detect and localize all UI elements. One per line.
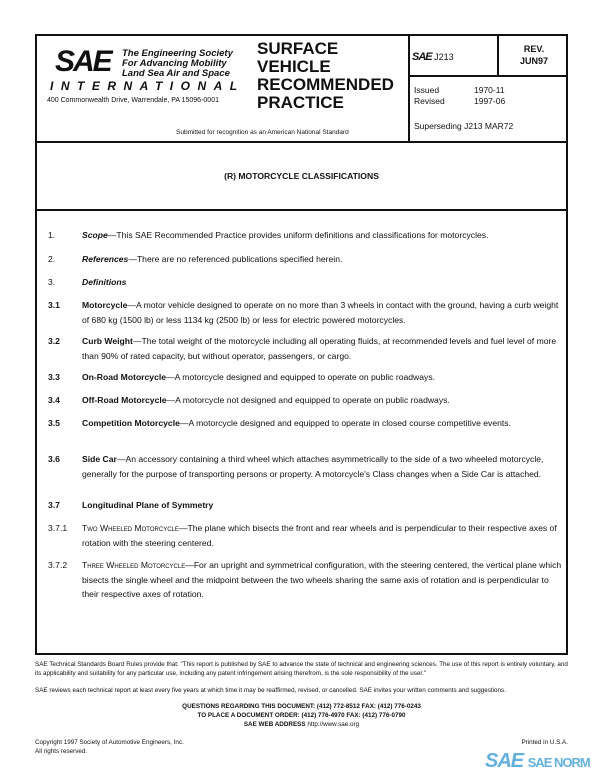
doc-number xyxy=(412,51,454,63)
watermark-sae: SAE xyxy=(485,750,524,772)
section-heading: References xyxy=(82,254,129,264)
section-number: 3.3 xyxy=(48,372,60,382)
section-heading: Curb Weight xyxy=(82,336,133,346)
watermark-text: SAE NORM xyxy=(527,755,590,770)
section-heading: Definitions xyxy=(82,277,127,287)
section-heading: Scope xyxy=(82,230,108,240)
revised-label: Revised xyxy=(414,96,445,106)
international-wordmark: INTERNATIONAL xyxy=(50,79,245,93)
board-rules-note: SAE Technical Standards Board Rules provide that: "This report is published by SAE to advance the state of technical and engineering sciences. The use of this report is entirely voluntary, and its applicability and suitability for any particular use, including any patent infringement arising therefrom, is the sole responsibility of the user." xyxy=(35,661,568,677)
section-heading: Longitudinal Plane of Symmetry xyxy=(82,500,214,510)
doc-type-line: RECOMMENDED xyxy=(257,75,394,94)
definition-plane-of-symmetry xyxy=(82,498,562,513)
section-heading: Three Wheeled Motorcycle xyxy=(82,560,186,570)
order-line: TO PLACE A DOCUMENT ORDER: (412) 776-4970 FAX: (412) 776-0790 xyxy=(197,712,406,719)
questions-line: QUESTIONS REGARDING THIS DOCUMENT: (412) 772-8512 FAX: (412) 776-0243 xyxy=(182,703,421,710)
section-text: —The plane which bisects the front and rear wheels and is perpendicular to their respective axes of rotation with the steering centered. xyxy=(82,523,557,548)
review-note: SAE reviews each technical report at least every five years at which time it may be reaffirmed, revised, or cancelled. SAE invites your written comments and suggestions. xyxy=(35,687,506,694)
printed-note: Printed in U.S.A. xyxy=(521,739,568,746)
section-text: —This SAE Recommended Practice provides uniform definitions and classifications for motorcycles. xyxy=(107,230,489,240)
rev-label: REV. xyxy=(523,44,545,54)
rev-value: JUN97 xyxy=(519,56,548,66)
definition-off-road xyxy=(82,393,562,408)
definition-two-wheeled xyxy=(82,521,562,550)
section-number: 3.7 xyxy=(48,500,60,510)
sae-logo: SAE xyxy=(55,45,111,78)
copyright xyxy=(35,738,184,756)
definition-side-car xyxy=(82,452,562,481)
divider xyxy=(497,34,499,76)
copyright-line: Copyright 1997 Society of Automotive Engineers, Inc. xyxy=(35,739,184,746)
section-number: 3.1 xyxy=(48,300,60,310)
submitted-note: Submitted for recognition as an American National Standard xyxy=(176,129,349,136)
section-number: 2. xyxy=(48,254,56,264)
tagline-line: The Engineering Society xyxy=(122,48,233,59)
section-number: 3.4 xyxy=(48,395,60,405)
section-number: 3.5 xyxy=(48,418,60,428)
web-label: SAE WEB ADDRESS xyxy=(243,721,306,728)
contact-info xyxy=(35,702,568,729)
watermark-logo xyxy=(485,750,590,774)
definition-curb-weight xyxy=(82,334,562,363)
section-scope xyxy=(82,228,562,243)
section-heading: Competition Motorcycle xyxy=(82,418,180,428)
superseding: Superseding J213 MAR72 xyxy=(414,121,514,131)
doc-number-value: J213 xyxy=(434,52,454,62)
section-number: 3.7.1 xyxy=(48,523,68,533)
revision xyxy=(500,43,568,67)
issue-dates xyxy=(414,85,505,107)
section-text: —For an upright and symmetrical configuration, with the steering centered, the vertical plane which bisects the single wheel and the midpoint between the two wheels sharing the same axis of rotation and is perpendicular to their respective axes of rotation. xyxy=(82,560,562,599)
section-text: —There are no referenced publications specified herein. xyxy=(128,254,343,264)
tagline-line: For Advancing Mobility xyxy=(122,58,227,69)
divider xyxy=(408,75,568,77)
section-number: 3.2 xyxy=(48,336,60,346)
definition-motorcycle xyxy=(82,298,562,327)
section-number: 3.6 xyxy=(48,454,60,464)
section-references xyxy=(82,252,562,267)
section-number: 3. xyxy=(48,277,56,287)
section-text: —A motor vehicle designed to operate on no more than 3 wheels in contact with the ground, having a curb weight of 680 kg (1500 lb) or less 1134 kg (2500 lb) or less for electric powered motorcycles. xyxy=(82,300,559,325)
section-heading: Side Car xyxy=(82,454,117,464)
section-number: 1. xyxy=(48,230,56,240)
sae-small-logo: SAE xyxy=(412,51,432,63)
section-heading: On-Road Motorcycle xyxy=(82,372,167,382)
section-text: —An accessory containing a third wheel which attaches asymmetrically to the side of a two wheeled motorcycle, generally for the purpose of transporting persons or property. A motorcycle's Class changes when a Side Car is attached. xyxy=(82,454,544,479)
revised-value: 1997-06 xyxy=(474,96,506,106)
definition-three-wheeled xyxy=(82,558,562,602)
definition-on-road xyxy=(82,370,562,385)
section-text: —The total weight of the motorcycle including all operating fluids, at recommended levels and fuel level of more than 90% of rated capacity, but without operator, passengers, or cargo. xyxy=(82,336,557,361)
section-text: —A motorcycle designed and equipped to operate in closed course competitive events. xyxy=(179,418,511,428)
section-text: —A motorcycle not designed and equipped to operate on public roadways. xyxy=(166,395,450,405)
divider xyxy=(35,209,568,211)
section-heading: Two Wheeled Motorcycle xyxy=(82,523,179,533)
document-type xyxy=(257,40,394,112)
doc-type-line: VEHICLE xyxy=(257,57,331,76)
doc-type-line: SURFACE xyxy=(257,39,339,58)
tagline-line: Land Sea Air and Space xyxy=(122,68,230,79)
section-heading: Off-Road Motorcycle xyxy=(82,395,167,405)
rights-line: All rights reserved. xyxy=(35,748,88,755)
address: 400 Commonwealth Drive, Warrendale, PA 15096-0001 xyxy=(47,97,219,104)
divider xyxy=(408,34,410,142)
divider xyxy=(35,141,568,143)
section-text: —A motorcycle designed and equipped to operate on public roadways. xyxy=(166,372,436,382)
tagline xyxy=(122,49,233,79)
doc-type-line: PRACTICE xyxy=(257,93,344,112)
section-heading: Motorcycle xyxy=(82,300,128,310)
section-number: 3.7.2 xyxy=(48,560,68,570)
web-link[interactable]: http://www.sae.org xyxy=(307,721,360,728)
issued-value: 1970-11 xyxy=(474,85,505,95)
section-definitions xyxy=(82,275,562,290)
issued-label: Issued xyxy=(414,85,440,95)
definition-competition xyxy=(82,416,562,431)
document-title: (R) MOTORCYCLE CLASSIFICATIONS xyxy=(224,171,379,181)
